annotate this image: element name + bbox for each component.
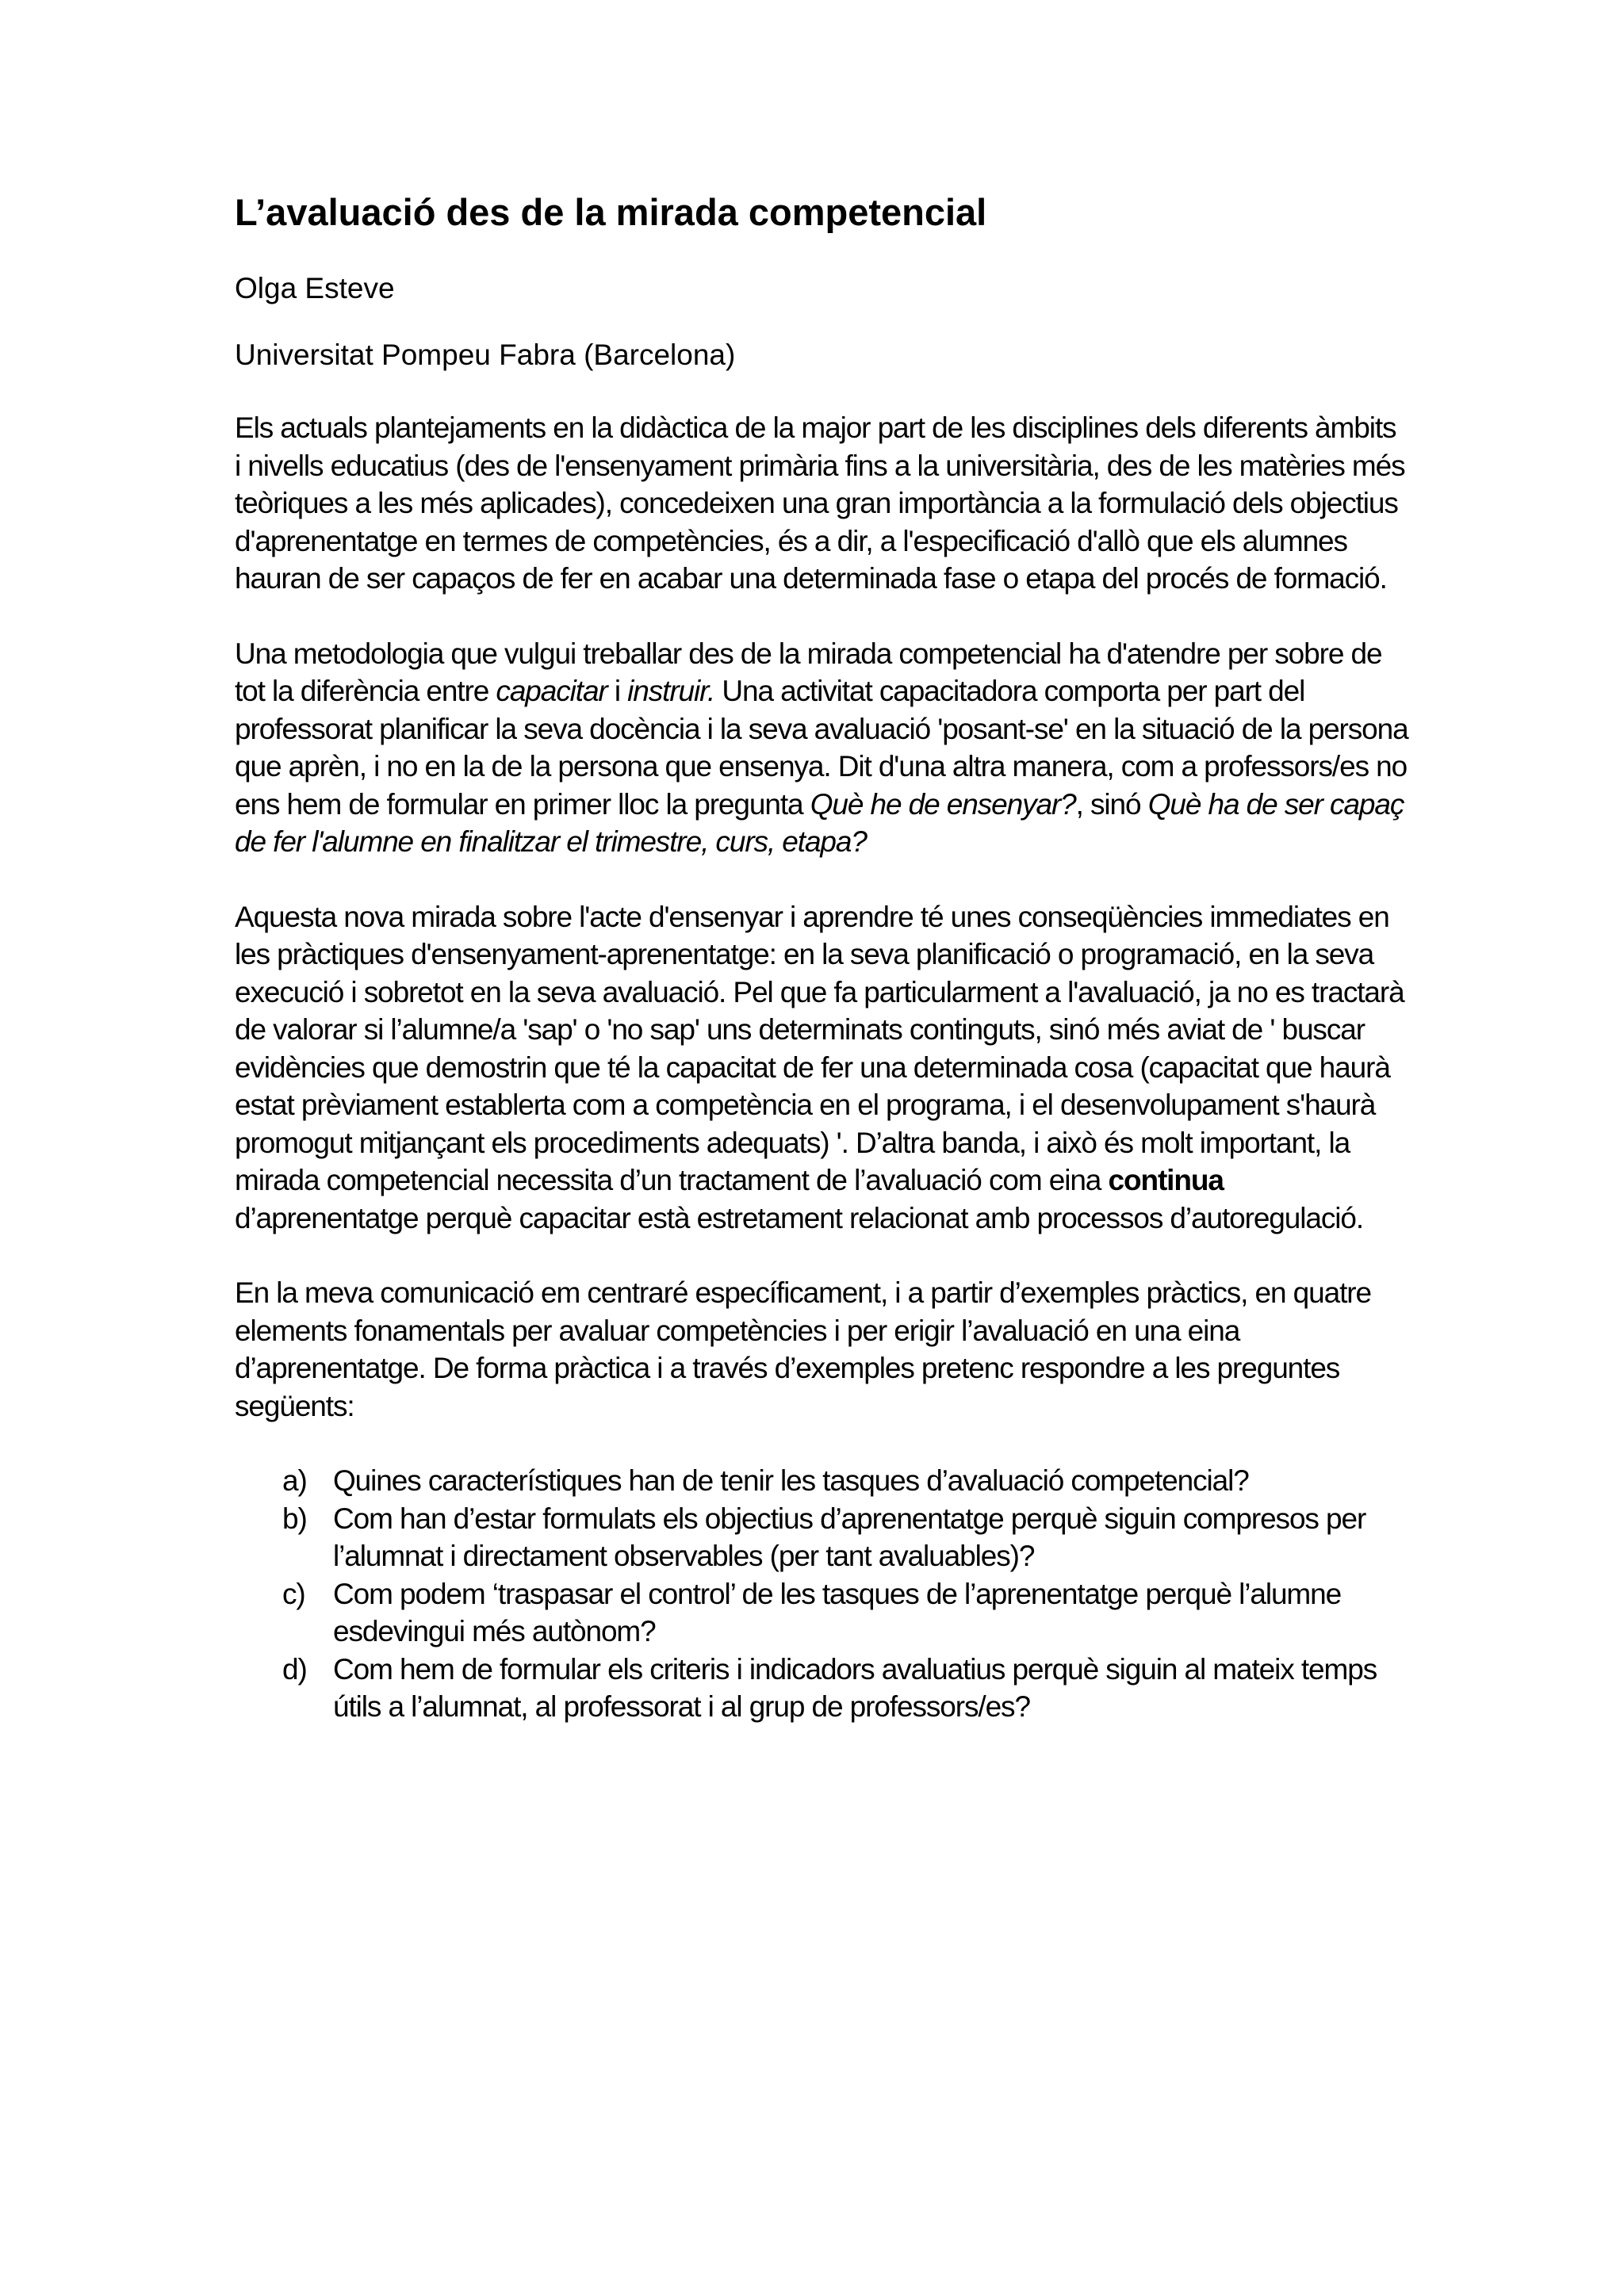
bold-term-continua: continua (1108, 1164, 1224, 1196)
italic-term-capacitar: capacitar (496, 675, 607, 707)
author-affiliation: Universitat Pompeu Fabra (Barcelona) (235, 339, 736, 371)
text-span: i (607, 675, 628, 707)
list-item-text: Com hem de formular els criteris i indicadors avaluatius perquè siguin al mateix temps útils a l’alumnat, al professorat i al grup de professors/es? (333, 1652, 1377, 1723)
paragraph-methodology (235, 635, 1408, 861)
paragraph-intro: Els actuals plantejaments en la didàctica de la major part de les disciplines dels diferents àmbits i nivells educatius (des de l'ensenyament primària fins a la universitària, des de les matèries més teòriques a les més aplicades), concedeixen una gran importància a la formulació dels objectius d'aprenentatge en termes de competències, és a dir, a l'especificació d'allò que els alumnes hauran de ser capaços de fer en acabar una determinada fase o etapa del procés de formació. (235, 411, 1405, 595)
document-page (235, 189, 1408, 1726)
italic-question-capable: Què ha de ser capaç de fer l'alumne en finalitzar el trimestre, curs, etapa? (235, 787, 1404, 858)
italic-term-instruir: instruir. (627, 675, 715, 707)
list-marker: c) (282, 1577, 305, 1610)
document-title: L’avaluació des de la mirada competencial (235, 191, 987, 233)
questions-list (235, 1462, 1408, 1726)
paragraph-communication: En la meva comunicació em centraré específicament, i a partir d’exemples pràctics, en quatre elements fonamentals per avaluar competències i per erigir l’avaluació en una eina d’aprenentatge. De forma pràctica i a través d’exemples pretenc respondre a les preguntes següents: (235, 1276, 1371, 1422)
list-marker: a) (282, 1464, 307, 1497)
list-marker: b) (282, 1502, 307, 1535)
list-item-text: Com podem ‘traspasar el control’ de les tasques de l’aprenentatge perquè l’alumne esdevingui més autònom? (333, 1577, 1342, 1647)
text-span: , sinó (1075, 787, 1148, 821)
text-span: Una activitat capacitadora comporta per part del professorat planificar la seva docència i la seva avaluació 'posant-se' en la situació de la persona que aprèn, i no en la de la persona que ensenya. Dit d'una altra manera, com a professors/es no ens hem de formular en primer lloc la pregunta (235, 675, 1408, 821)
author-name: Olga Esteve (235, 272, 395, 304)
list-item (235, 1651, 1408, 1726)
list-marker: d) (282, 1652, 307, 1686)
list-item (235, 1575, 1408, 1651)
text-span: Aquesta nova mirada sobre l'acte d'ensenyar i aprendre té unes conseqüències immediates en les pràctiques d'ensenyament-aprenentatge: en la seva planificació o programació, en la seva execució i sobretot en la seva avaluació. Pel que fa particularment a l'avaluació, ja no es tractarà de valorar si l’alumne/a 'sap' o 'no sap' uns determinats continguts, sinó més aviat de ' buscar evidències que demostrin que té la capacitat de fer una determinada cosa (capacitat que haurà estat prèviament establerta com a competència en el programa, i el desenvolupament s'haurà promogut mitjançant els procediments adequats) '. D’altra banda, i això és molt important, la mirada competencial necessita d’un tractament de l’avaluació com eina (235, 900, 1404, 1196)
list-item (235, 1462, 1408, 1500)
list-item-text: Quines característiques han de tenir les tasques d’avaluació competencial? (333, 1464, 1249, 1497)
italic-question-teach: Què he de ensenyar? (810, 787, 1076, 821)
list-item (235, 1500, 1408, 1575)
paragraph-consequences (235, 898, 1408, 1238)
list-item-text: Com han d’estar formulats els objectius d’aprenentatge perquè siguin compresos per l’alumnat i directament observables (per tant avaluables)? (333, 1502, 1366, 1572)
text-span: Una metodologia que vulgui treballar des de la mirada competencial ha d'atendre per sobre de tot la diferència entre (235, 637, 1382, 707)
text-span: d’aprenentatge perquè capacitar està estretament relacionat amb processos d’autoregulació. (235, 1201, 1364, 1234)
